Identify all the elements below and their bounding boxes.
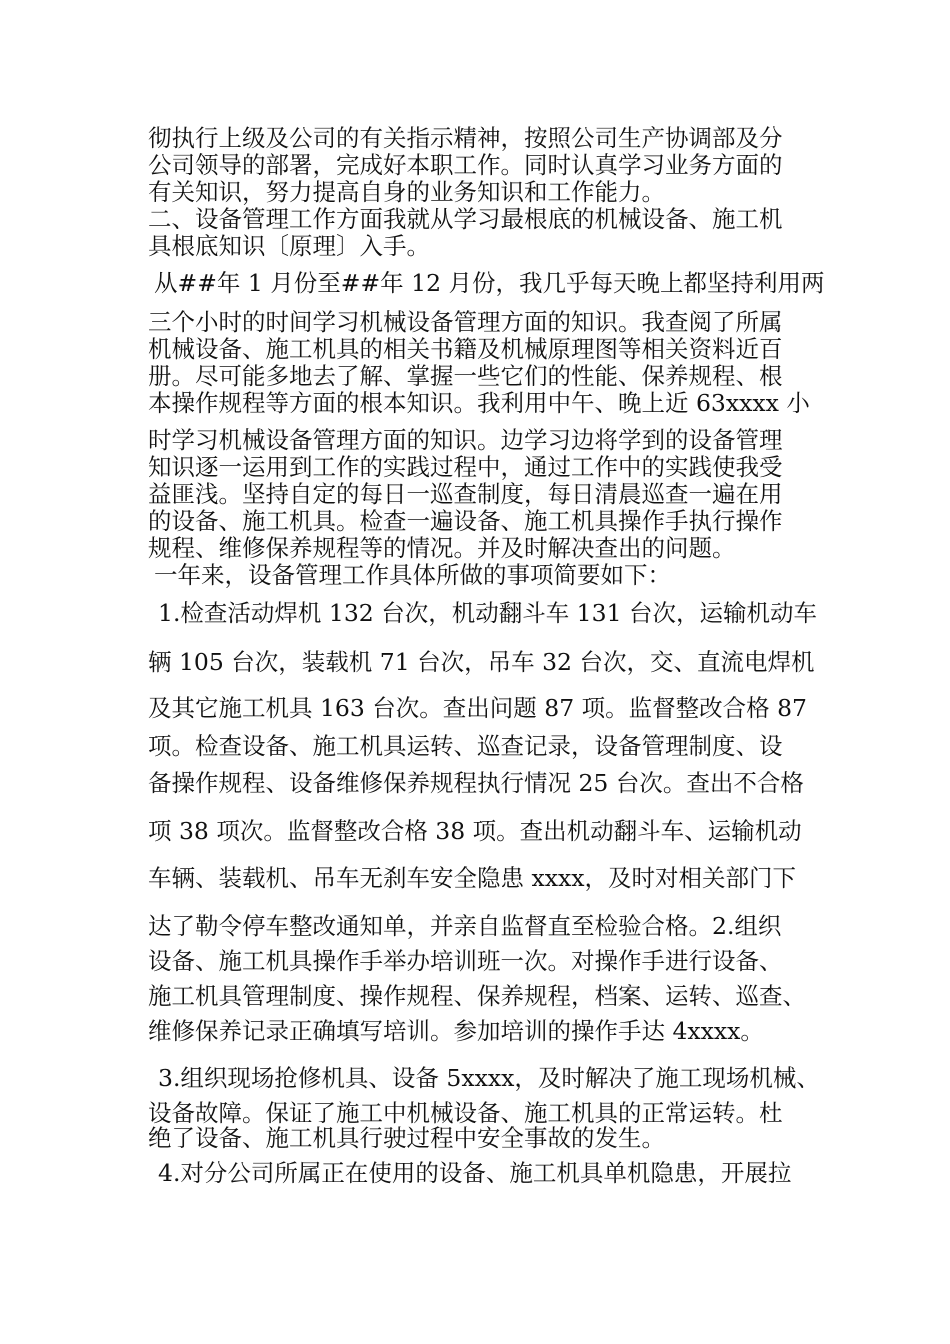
text-line: 项。检查设备、施工机具运转、巡查记录，设备管理制度、设 bbox=[148, 732, 783, 760]
text-line: 备操作规程、设备维修保养规程执行情况 25 台次。查出不合格 bbox=[148, 769, 804, 797]
text-line: 有关知识，努力提高自身的业务知识和工作能力。 bbox=[148, 178, 665, 206]
text-line: 彻执行上级及公司的有关指示精神，按照公司生产协调部及分 bbox=[148, 124, 783, 152]
text-line: 4.对分公司所属正在使用的设备、施工机具单机隐患，开展拉 bbox=[158, 1159, 792, 1187]
text-line: 及其它施工机具 163 台次。查出问题 87 项。监督整改合格 87 bbox=[148, 694, 808, 722]
text-line: 公司领导的部署，完成好本职工作。同时认真学习业务方面的 bbox=[148, 151, 783, 179]
text-line: 本操作规程等方面的根本知识。我利用中午、晚上近 63xxxx 小 bbox=[148, 389, 810, 417]
text-line: 时学习机械设备管理方面的知识。边学习边将学到的设备管理 bbox=[148, 426, 783, 454]
text-line: 三个小时的时间学习机械设备管理方面的知识。我查阅了所属 bbox=[148, 308, 783, 336]
text-line: 施工机具管理制度、操作规程、保养规程，档案、运转、巡查、 bbox=[148, 982, 806, 1010]
text-line: 册。尽可能多地去了解、掌握一些它们的性能、保养规程、根 bbox=[148, 362, 783, 390]
text-line: 具根底知识〔原理〕入手。 bbox=[148, 232, 430, 260]
text-line: 规程、维修保养规程等的情况。并及时解决查出的问题。 bbox=[148, 534, 736, 562]
text-line: 的设备、施工机具。检查一遍设备、施工机具操作手执行操作 bbox=[148, 507, 783, 535]
text-line: 绝了设备、施工机具行驶过程中安全事故的发生。 bbox=[148, 1124, 665, 1152]
text-line: 从##年 1 月份至##年 12 月份，我几乎每天晚上都坚持利用两 bbox=[154, 269, 825, 297]
text-line: 车辆、装载机、吊车无刹车安全隐患 xxxx，及时对相关部门下 bbox=[148, 864, 796, 892]
text-line: 达了勒令停车整改通知单，并亲自监督直至检验合格。2.组织 bbox=[148, 912, 782, 940]
text-line: 维修保养记录正确填写培训。参加培训的操作手达 4xxxx。 bbox=[148, 1017, 764, 1045]
text-line: 3.组织现场抢修机具、设备 5xxxx，及时解决了施工现场机械、 bbox=[158, 1064, 820, 1092]
text-line: 1.检查活动焊机 132 台次，机动翻斗车 131 台次，运输机动车 bbox=[158, 599, 818, 627]
text-line: 设备、施工机具操作手举办培训班一次。对操作手进行设备、 bbox=[148, 947, 783, 975]
text-line: 一年来，设备管理工作具体所做的事项简要如下： bbox=[154, 561, 671, 589]
text-line: 项 38 项次。监督整改合格 38 项。查出机动翻斗车、运输机动 bbox=[148, 817, 802, 845]
text-line: 益匪浅。坚持自定的每日一巡查制度，每日清晨巡查一遍在用 bbox=[148, 480, 783, 508]
text-line: 机械设备、施工机具的相关书籍及机械原理图等相关资料近百 bbox=[148, 335, 783, 363]
text-line: 知识逐一运用到工作的实践过程中，通过工作中的实践使我受 bbox=[148, 453, 783, 481]
text-line: 二、设备管理工作方面我就从学习最根底的机械设备、施工机 bbox=[148, 205, 783, 233]
text-line: 设备故障。保证了施工中机械设备、施工机具的正常运转。杜 bbox=[148, 1099, 783, 1127]
text-line: 辆 105 台次，装载机 71 台次，吊车 32 台次，交、直流电焊机 bbox=[148, 648, 815, 676]
